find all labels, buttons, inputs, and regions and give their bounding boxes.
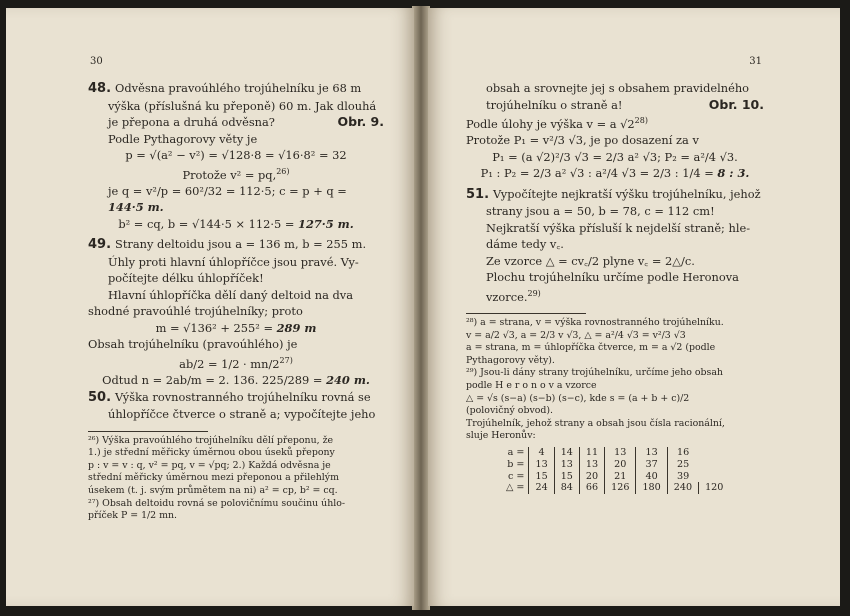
text-line — [88, 216, 384, 233]
line-text: obsah a srovnejte jej s obsahem pravidelného — [486, 81, 750, 95]
heron-row — [500, 459, 729, 471]
line-text: b² = cq, b = √144·5 × 112·5 = — [118, 216, 295, 231]
heron-row — [500, 482, 729, 494]
text-line — [466, 165, 764, 182]
text-line — [466, 97, 764, 114]
line-text: m = √136² + 255² = — [155, 320, 273, 335]
text-line — [88, 287, 384, 304]
heron-value: 20 — [579, 471, 604, 483]
heron-value: 13 — [605, 447, 636, 459]
heron-label: c = — [508, 470, 525, 482]
heron-value: 40 — [636, 471, 667, 483]
left-text-column — [88, 80, 384, 523]
heron-value: 66 — [579, 482, 604, 494]
heron-row — [500, 471, 729, 483]
line-text: dáme tedy v꜀. — [486, 237, 564, 252]
text-line — [466, 132, 764, 149]
line-text: P₁ = (a √2)²/3 √3 = 2/3 a² √3; P₂ = a²/4 √3. — [492, 149, 738, 164]
text-line — [466, 113, 764, 132]
heron-value: 84 — [554, 482, 579, 494]
problem-number: 49. — [88, 237, 112, 253]
text-line — [88, 114, 384, 131]
problem-heading — [88, 389, 384, 407]
line-text: Nejkratší výška přísluší k nejdelší straně; hle- — [486, 220, 751, 235]
heron-value: 126 — [605, 482, 636, 494]
footnote-line: podle H e r o n o v a vzorce — [466, 380, 597, 392]
line-text: je přepona a druhá odvěsna? — [108, 115, 275, 129]
footnote-line: ²⁶) Výška pravoúhlého trojúhelníku dělí přeponu, že — [88, 434, 334, 446]
line-text: Protože P₁ = v²/3 √3, je po dosazení za v — [466, 133, 699, 148]
heron-value: 13 — [554, 459, 579, 471]
line-text: ab/2 = 1/2 · mn/2 — [179, 356, 280, 371]
footnote-line: v = a/2 √3, a = 2/3 v √3, △ = a²/4 √3 = v²/3 √3 — [466, 329, 686, 341]
footnote-marker: 27) — [279, 355, 293, 365]
footnote-marker: 29) — [527, 288, 541, 298]
text-line — [466, 203, 764, 220]
footnote-line: Pythagorovy věty). — [466, 354, 555, 366]
footnote-line: △ = √s (s−a) (s−b) (s−c), kde s = (a + b + c)/2 — [466, 392, 690, 404]
heron-value: 14 — [554, 447, 579, 459]
right-page — [428, 8, 840, 606]
heron-value: 20 — [605, 459, 636, 471]
page-number: 31 — [749, 56, 762, 67]
heron-value: 24 — [529, 482, 554, 494]
footnote-divider — [466, 313, 586, 314]
heron-value: 240 — [667, 482, 698, 494]
text-line — [88, 336, 384, 353]
text-line — [88, 254, 384, 271]
text-line — [88, 147, 384, 164]
heron-value: 120 — [699, 482, 730, 494]
problem-number: 50. — [88, 389, 112, 405]
line-text: p = √(a² − v²) = √128·8 = √16·8² = 32 — [125, 148, 347, 162]
problem-heading — [88, 236, 384, 254]
heron-value: 13 — [636, 447, 667, 459]
line-text: Protože v² = pq, — [182, 167, 277, 182]
text-line — [88, 270, 384, 287]
line-text: Ze vzorce △ = cv꜀/2 plyne v꜀ = 2△/c. — [486, 253, 695, 268]
text-line — [466, 236, 764, 253]
heron-value: 15 — [529, 471, 554, 483]
heron-value: 37 — [636, 459, 667, 471]
result-value: 144·5 m. — [108, 200, 164, 215]
heron-table — [500, 447, 729, 494]
line-text: trojúhelníku o straně a! — [486, 97, 623, 112]
line-text: strany jsou a = 50, b = 78, c = 112 cm! — [486, 204, 715, 219]
heron-value: 180 — [636, 482, 667, 494]
heron-row — [500, 447, 729, 459]
line-text: Podle Pythagorovy věty je — [108, 131, 258, 146]
problem-number: 51. — [466, 186, 490, 202]
footnote-line: a = strana, m = úhlopříčka čtverce, m = a √2 (podle — [466, 342, 716, 354]
line-text: Výška rovnostranného trojúhelníku rovná se — [115, 389, 371, 404]
right-text-column — [466, 80, 764, 494]
heron-value: 16 — [667, 447, 698, 459]
footnote-marker: 26) — [276, 166, 290, 176]
footnote-line: příček P = 1/2 mn. — [88, 510, 178, 522]
figure-reference: Obr. 9. — [337, 114, 384, 129]
line-text: Odtud n = 2ab/m = 2. 136. 225/289 = — [102, 373, 323, 388]
left-page — [6, 8, 414, 606]
line-text: vzorce. — [486, 289, 528, 304]
line-text: výška (příslušná ku přeponě) 60 m. Jak dlouhá — [108, 98, 377, 113]
heron-label: △ = — [506, 482, 525, 494]
footnote-divider — [88, 431, 208, 432]
footnote-marker: 28) — [634, 116, 648, 125]
heron-label: a = — [507, 447, 525, 459]
footnote-line: (polovičný obvod). — [466, 405, 554, 417]
footnote-line: 1.) je střední měřicky úměrnou obou úseků přepony — [88, 447, 335, 459]
result-value: 240 m. — [326, 373, 370, 388]
heron-value: 39 — [667, 471, 698, 483]
line-text: Podle úlohy je výška v = a √2 — [466, 116, 635, 131]
line-text: Úhly proti hlavní úhlopříčce jsou pravé. Vy- — [108, 254, 359, 269]
line-text: shodné pravoúhlé trojúhelníky; proto — [88, 304, 303, 319]
line-text: úhlopříčce čtverce o straně a; vypočítejte jeho — [108, 407, 376, 422]
footnote-line: střední měřicky úměrnou mezi přeponou a přilehlým — [88, 472, 339, 484]
heron-value: 25 — [667, 459, 698, 471]
line-text: Strany deltoidu jsou a = 136 m, b = 255 m. — [115, 237, 367, 252]
footnote-line: ²⁷) Obsah deltoidu rovná se polovičnímu součinu úhlo- — [88, 497, 346, 509]
heron-value: 13 — [529, 459, 554, 471]
footnote-line: sluje Heronův: — [466, 430, 536, 442]
text-line — [88, 164, 384, 183]
problem-number: 48. — [88, 81, 112, 96]
text-line — [466, 253, 764, 270]
text-line — [88, 98, 384, 115]
line-text: Odvěsna pravoúhlého trojúhelníku je 68 m — [115, 81, 362, 95]
figure-reference: Obr. 10. — [708, 96, 764, 112]
heron-value: 21 — [605, 471, 636, 483]
text-line — [466, 80, 764, 97]
text-line — [88, 303, 384, 320]
footnote-line: ²⁸) a = strana, v = výška rovnostranného trojúhelníku. — [466, 317, 724, 329]
line-text: počítejte délku úhlopříček! — [108, 271, 264, 286]
text-line — [466, 286, 764, 305]
footnote-line: p : v = v : q, v² = pq, v = √pq; 2.) Každá odvěsna je — [88, 459, 331, 471]
line-text: Obsah trojúhelníku (pravoúhlého) je — [88, 337, 298, 352]
text-line — [88, 131, 384, 148]
result-value: 127·5 m. — [298, 216, 354, 231]
text-line — [88, 320, 384, 337]
line-text: Hlavní úhlopříčka dělí daný deltoid na dva — [108, 287, 353, 302]
line-text: je q = v²/p = 60²/32 = 112·5; c = p + q = — [108, 183, 347, 198]
text-line — [466, 269, 764, 286]
footnote-line: ²⁹) Jsou-li dány strany trojúhelníku, určíme jeho obsah — [466, 367, 723, 379]
heron-value: 15 — [554, 471, 579, 483]
text-line — [88, 406, 384, 423]
line-text: Vypočítejte nejkratší výšku trojúhelníku, jehož — [493, 186, 761, 201]
heron-value: 4 — [529, 447, 554, 459]
heron-value: 11 — [579, 447, 604, 459]
footnote-line: úsekem (t. j. svým průmětem na ni) a² = cp, b² = cq. — [88, 484, 338, 496]
footnote-line: Trojúhelník, jehož strany a obsah jsou čísla racionální, — [466, 417, 725, 429]
text-line — [466, 149, 764, 166]
line-text: Plochu trojúhelníku určíme podle Heronova — [486, 270, 739, 285]
text-line — [88, 372, 384, 389]
result-value: 8 : 3. — [717, 166, 750, 181]
result-value: 289 m — [276, 320, 317, 335]
heron-value: 13 — [579, 459, 604, 471]
heron-label: b = — [507, 458, 525, 470]
text-line — [466, 220, 764, 237]
line-text: P₁ : P₂ = 2/3 a² √3 : a²/4 √3 = 2/3 : 1/4 = — [480, 166, 714, 181]
problem-heading — [88, 80, 384, 98]
text-line — [88, 183, 384, 216]
page-number: 30 — [90, 56, 103, 67]
problem-heading — [466, 186, 764, 204]
text-line — [88, 353, 384, 372]
